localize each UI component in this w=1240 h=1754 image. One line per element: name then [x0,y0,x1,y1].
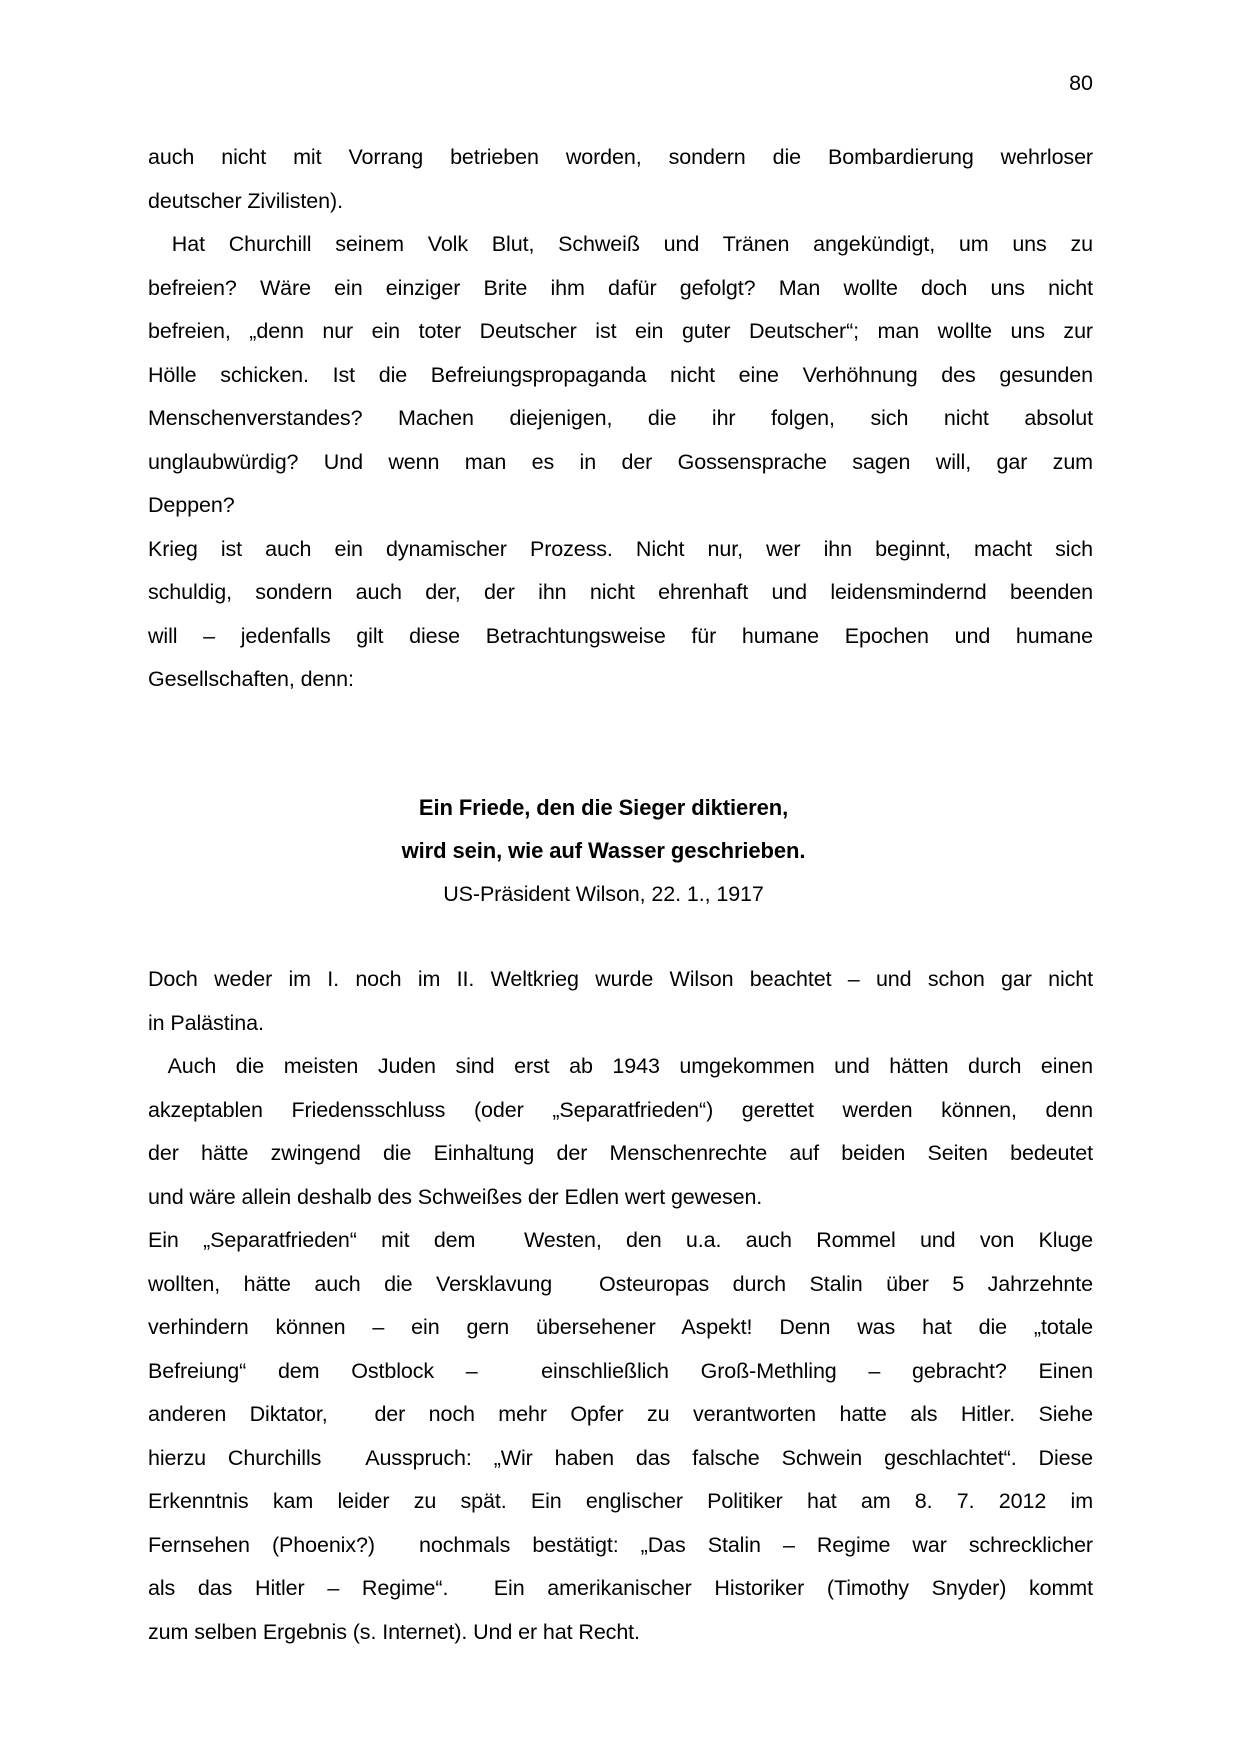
text-line: will – jedenfalls gilt diese Betrachtungsweise für humane Epochen und humane [148,623,1093,648]
quote-attribution: US-Präsident Wilson, 22. 1., 1917 [443,881,764,906]
text-line: hierzu Churchills Ausspruch: „Wir haben das falsche Schwein geschlachtet“. Diese [148,1445,1093,1470]
text-line: schuldig, sondern auch der, der ihn nicht ehrenhaft und leidensmindernd beenden [148,580,1093,604]
paragraph-5 [148,1045,1093,1219]
text-line: Gesellschaften, denn: [148,667,354,691]
quote-line-2: wird sein, wie auf Wasser geschrieben. [401,838,806,863]
text-line: Erkenntnis kam leider zu spät. Ein englischer Politiker hat am 8. 7. 2012 im [148,1489,1093,1513]
text-line: der hätte zwingend die Einhaltung der Menschenrechte auf beiden Seiten bedeutet [148,1141,1093,1165]
text-line: zum selben Ergebnis (s. Internet). Und er hat Recht. [148,1619,640,1644]
text-line: in Palästina. [148,1010,264,1035]
text-line: befreien? Wäre ein einziger Brite ihm dafür gefolgt? Man wollte doch uns nicht [148,275,1093,300]
text-line: Auch die meisten Juden sind erst ab 1943 umgekommen und hätten durch einen [148,1054,1093,1078]
text-line: Ein „Separatfrieden“ mit dem Westen, den u.a. auch Rommel und von Kluge [148,1228,1093,1252]
text-line: befreien, „denn nur ein toter Deutscher ist ein guter Deutscher“; man wollte uns zur [148,319,1093,343]
text-line: unglaubwürdig? Und wenn man es in der Gossensprache sagen will, gar zum [148,449,1093,474]
quote-line-1: Ein Friede, den die Sieger diktieren, [418,794,789,820]
text-line: deutscher Zivilisten). [148,188,343,213]
paragraph-2 [148,223,1093,528]
vertical-spacer [148,916,1093,958]
text-line: und wäre allein deshalb des Schweißes der Edlen wert gewesen. [148,1184,763,1209]
text-line: anderen Diktator, der noch mehr Opfer zu verantworten hatte als Hitler. Siehe [148,1402,1093,1426]
text-line: Krieg ist auch ein dynamischer Prozess. Nicht nur, wer ihn beginnt, macht sich [148,536,1093,561]
text-line: Deppen? [148,493,235,517]
text-line: Hölle schicken. Ist die Befreiungspropaganda nicht eine Verhöhnung des gesunden [148,362,1093,387]
page-number: 80 [1069,71,1093,95]
text-line: Hat Churchill seinem Volk Blut, Schweiß und Tränen angekündigt, um uns zu [148,232,1093,256]
paragraph-6 [148,1219,1093,1654]
text-line: Befreiung“ dem Ostblock – einschließlich Groß-Methling – gebracht? Einen [148,1358,1093,1383]
text-line: verhindern können – ein gern übersehener Aspekt! Denn was hat die „totale [148,1315,1093,1339]
vertical-spacer [148,702,1093,786]
text-line: Menschenverstandes? Machen diejenigen, die ihr folgen, sich nicht absolut [148,406,1093,430]
text-line: Fernsehen (Phoenix?) nochmals bestätigt: „Das Stalin – Regime war schrecklicher [148,1532,1093,1557]
centered-quote [148,786,1059,917]
text-line: Doch weder im I. noch im II. Weltkrieg wurde Wilson beachtet – und schon gar nicht [148,967,1093,991]
text-line: wollten, hätte auch die Versklavung Osteuropas durch Stalin über 5 Jahrzehnte [148,1271,1093,1296]
paragraph-3 [148,528,1093,702]
body-text [148,136,1093,1654]
paragraph-4 [148,958,1093,1045]
text-line: akzeptablen Friedensschluss (oder „Separatfrieden“) gerettet werden können, denn [148,1097,1093,1122]
text-line: auch nicht mit Vorrang betrieben worden, sondern die Bombardierung wehrloser [148,145,1093,169]
text-line: als das Hitler – Regime“. Ein amerikanischer Historiker (Timothy Snyder) kommt [148,1576,1093,1600]
paragraph-1 [148,136,1093,223]
